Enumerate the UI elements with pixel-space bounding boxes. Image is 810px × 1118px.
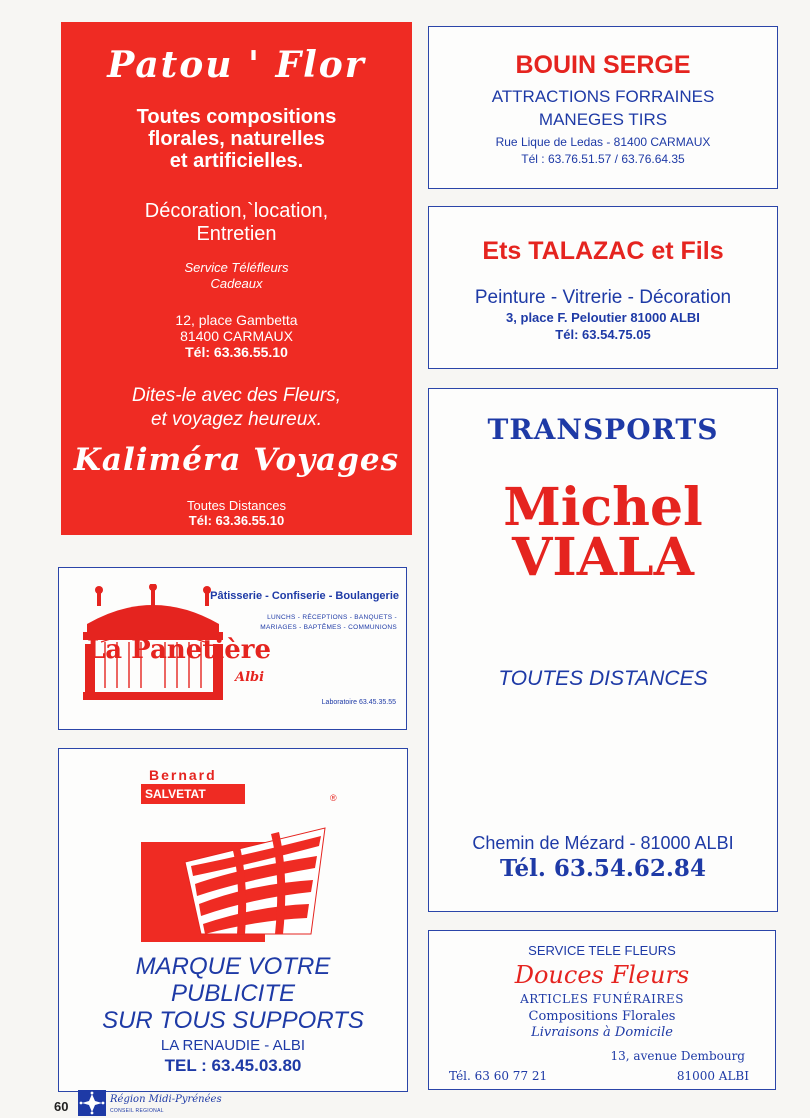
salvetat-ad — [58, 748, 408, 1092]
panetiere-labo-phone: Laboratoire 63.45.35.55 — [321, 699, 396, 706]
bouin-phone: Tél : 63.76.51.57 / 63.76.64.35 — [521, 152, 685, 166]
distances-text — [61, 498, 412, 528]
marque-line: PUBLICITE — [170, 980, 296, 1007]
slogan-line: Dites-le avec des Fleurs, — [131, 385, 342, 406]
registered-icon: ® — [330, 793, 337, 803]
talazac-phone: Tél: 63.54.75.05 — [555, 327, 651, 342]
viala-firstname: Michel — [503, 477, 703, 538]
viala-phone: Tél. 63.54.62.84 — [500, 855, 706, 882]
panetiere-brand: La Panetière — [87, 635, 271, 665]
patou-flor-title: Patou ' Flor — [107, 44, 366, 86]
douces-service: SERVICE TELE FLEURS — [528, 943, 676, 958]
bouin-line1: ATTRACTIONS FORRAINES — [491, 87, 715, 106]
panetiere-categories: Pâtisserie - Confiserie - Boulangerie — [210, 590, 399, 602]
douces-brand: Douces Fleurs — [514, 961, 690, 989]
douces-city: 81000 ALBI — [676, 1069, 749, 1083]
bouin-address: Rue Lique de Ledas - 81400 CARMAUX — [495, 135, 711, 149]
talazac-name: Ets TALAZAC et Fils — [482, 237, 724, 265]
transports-heading: TRANSPORTS — [487, 413, 719, 446]
distances-phone: Tél: 63.36.55.10 — [188, 513, 285, 528]
page-number: 60 — [54, 1099, 69, 1114]
services-line: Cadeaux — [210, 276, 263, 291]
bouin-serge-ad — [428, 26, 778, 189]
address-line: 81400 CARMAUX — [180, 328, 293, 344]
distances-line: Toutes Distances — [187, 498, 286, 513]
slogan-text — [61, 384, 412, 432]
compositions-line: florales, naturelles — [148, 128, 325, 150]
region-council: CONSEIL REGIONAL — [110, 1108, 164, 1114]
salvetat-firstname: Bernard — [149, 767, 217, 783]
slogan-line: et voyagez heureux. — [150, 409, 323, 430]
zebra-pattern-icon — [141, 784, 331, 942]
talazac-ad — [428, 206, 778, 369]
compositions-line: Toutes compositions — [136, 106, 337, 128]
decoration-line: Décoration,`location, — [144, 200, 329, 222]
salvetat-place: LA RENAUDIE - ALBI — [160, 1037, 306, 1054]
decoration-text — [61, 200, 412, 246]
viala-address: Chemin de Mézard - 81000 ALBI — [472, 833, 734, 853]
viala-transports-ad — [428, 388, 778, 912]
bouin-line2: MANEGES TIRS — [538, 110, 668, 129]
douces-articles: ARTICLES FUNÉRAIRES — [520, 992, 684, 1006]
douces-phone: Tél. 63 60 77 21 — [449, 1069, 548, 1083]
region-name: Région Midi-Pyrénées — [110, 1094, 222, 1105]
douces-avenue: 13, avenue Dembourg — [610, 1049, 745, 1063]
salvetat-phone: TEL : 63.45.03.80 — [164, 1056, 302, 1075]
talazac-services: Peinture - Vitrerie - Décoration — [474, 287, 732, 308]
panetiere-services-line: MARIAGES - BAPTÊMES - COMMUNIONS — [260, 624, 397, 631]
panetiere-services-line: LUNCHS - RÉCEPTIONS - BANQUETS - — [267, 614, 397, 621]
patou-address — [61, 312, 412, 360]
compositions-text — [61, 106, 412, 172]
patou-phone: Tél: 63.36.55.10 — [185, 344, 288, 360]
douces-compositions: Compositions Florales — [528, 1009, 676, 1024]
marque-line: SUR TOUS SUPPORTS — [102, 1007, 364, 1034]
compositions-line: et artificielles. — [169, 150, 304, 172]
occitan-cross-icon — [78, 1090, 106, 1116]
douces-fleurs-ad — [428, 930, 776, 1090]
panetiere-city: Albi — [235, 670, 265, 685]
services-line: Service Téléfleurs — [184, 260, 289, 275]
services-text — [61, 260, 412, 292]
panetiere-ad — [58, 567, 407, 730]
viala-distances: TOUTES DISTANCES — [498, 667, 708, 690]
douces-livraisons: Livraisons à Domicile — [531, 1025, 673, 1040]
viala-lastname: VIALA — [512, 527, 694, 588]
salvetat-lastname: SALVETAT — [141, 784, 245, 804]
marque-line: MARQUE VOTRE — [135, 953, 331, 980]
patou-flor-ad — [61, 22, 412, 535]
decoration-line: Entretien — [196, 223, 277, 245]
talazac-address: 3, place F. Peloutier 81000 ALBI — [506, 310, 700, 325]
kalimera-title: Kaliméra Voyages — [73, 442, 400, 478]
bouin-name: BOUIN SERGE — [515, 51, 691, 79]
address-line: 12, place Gambetta — [175, 312, 298, 328]
